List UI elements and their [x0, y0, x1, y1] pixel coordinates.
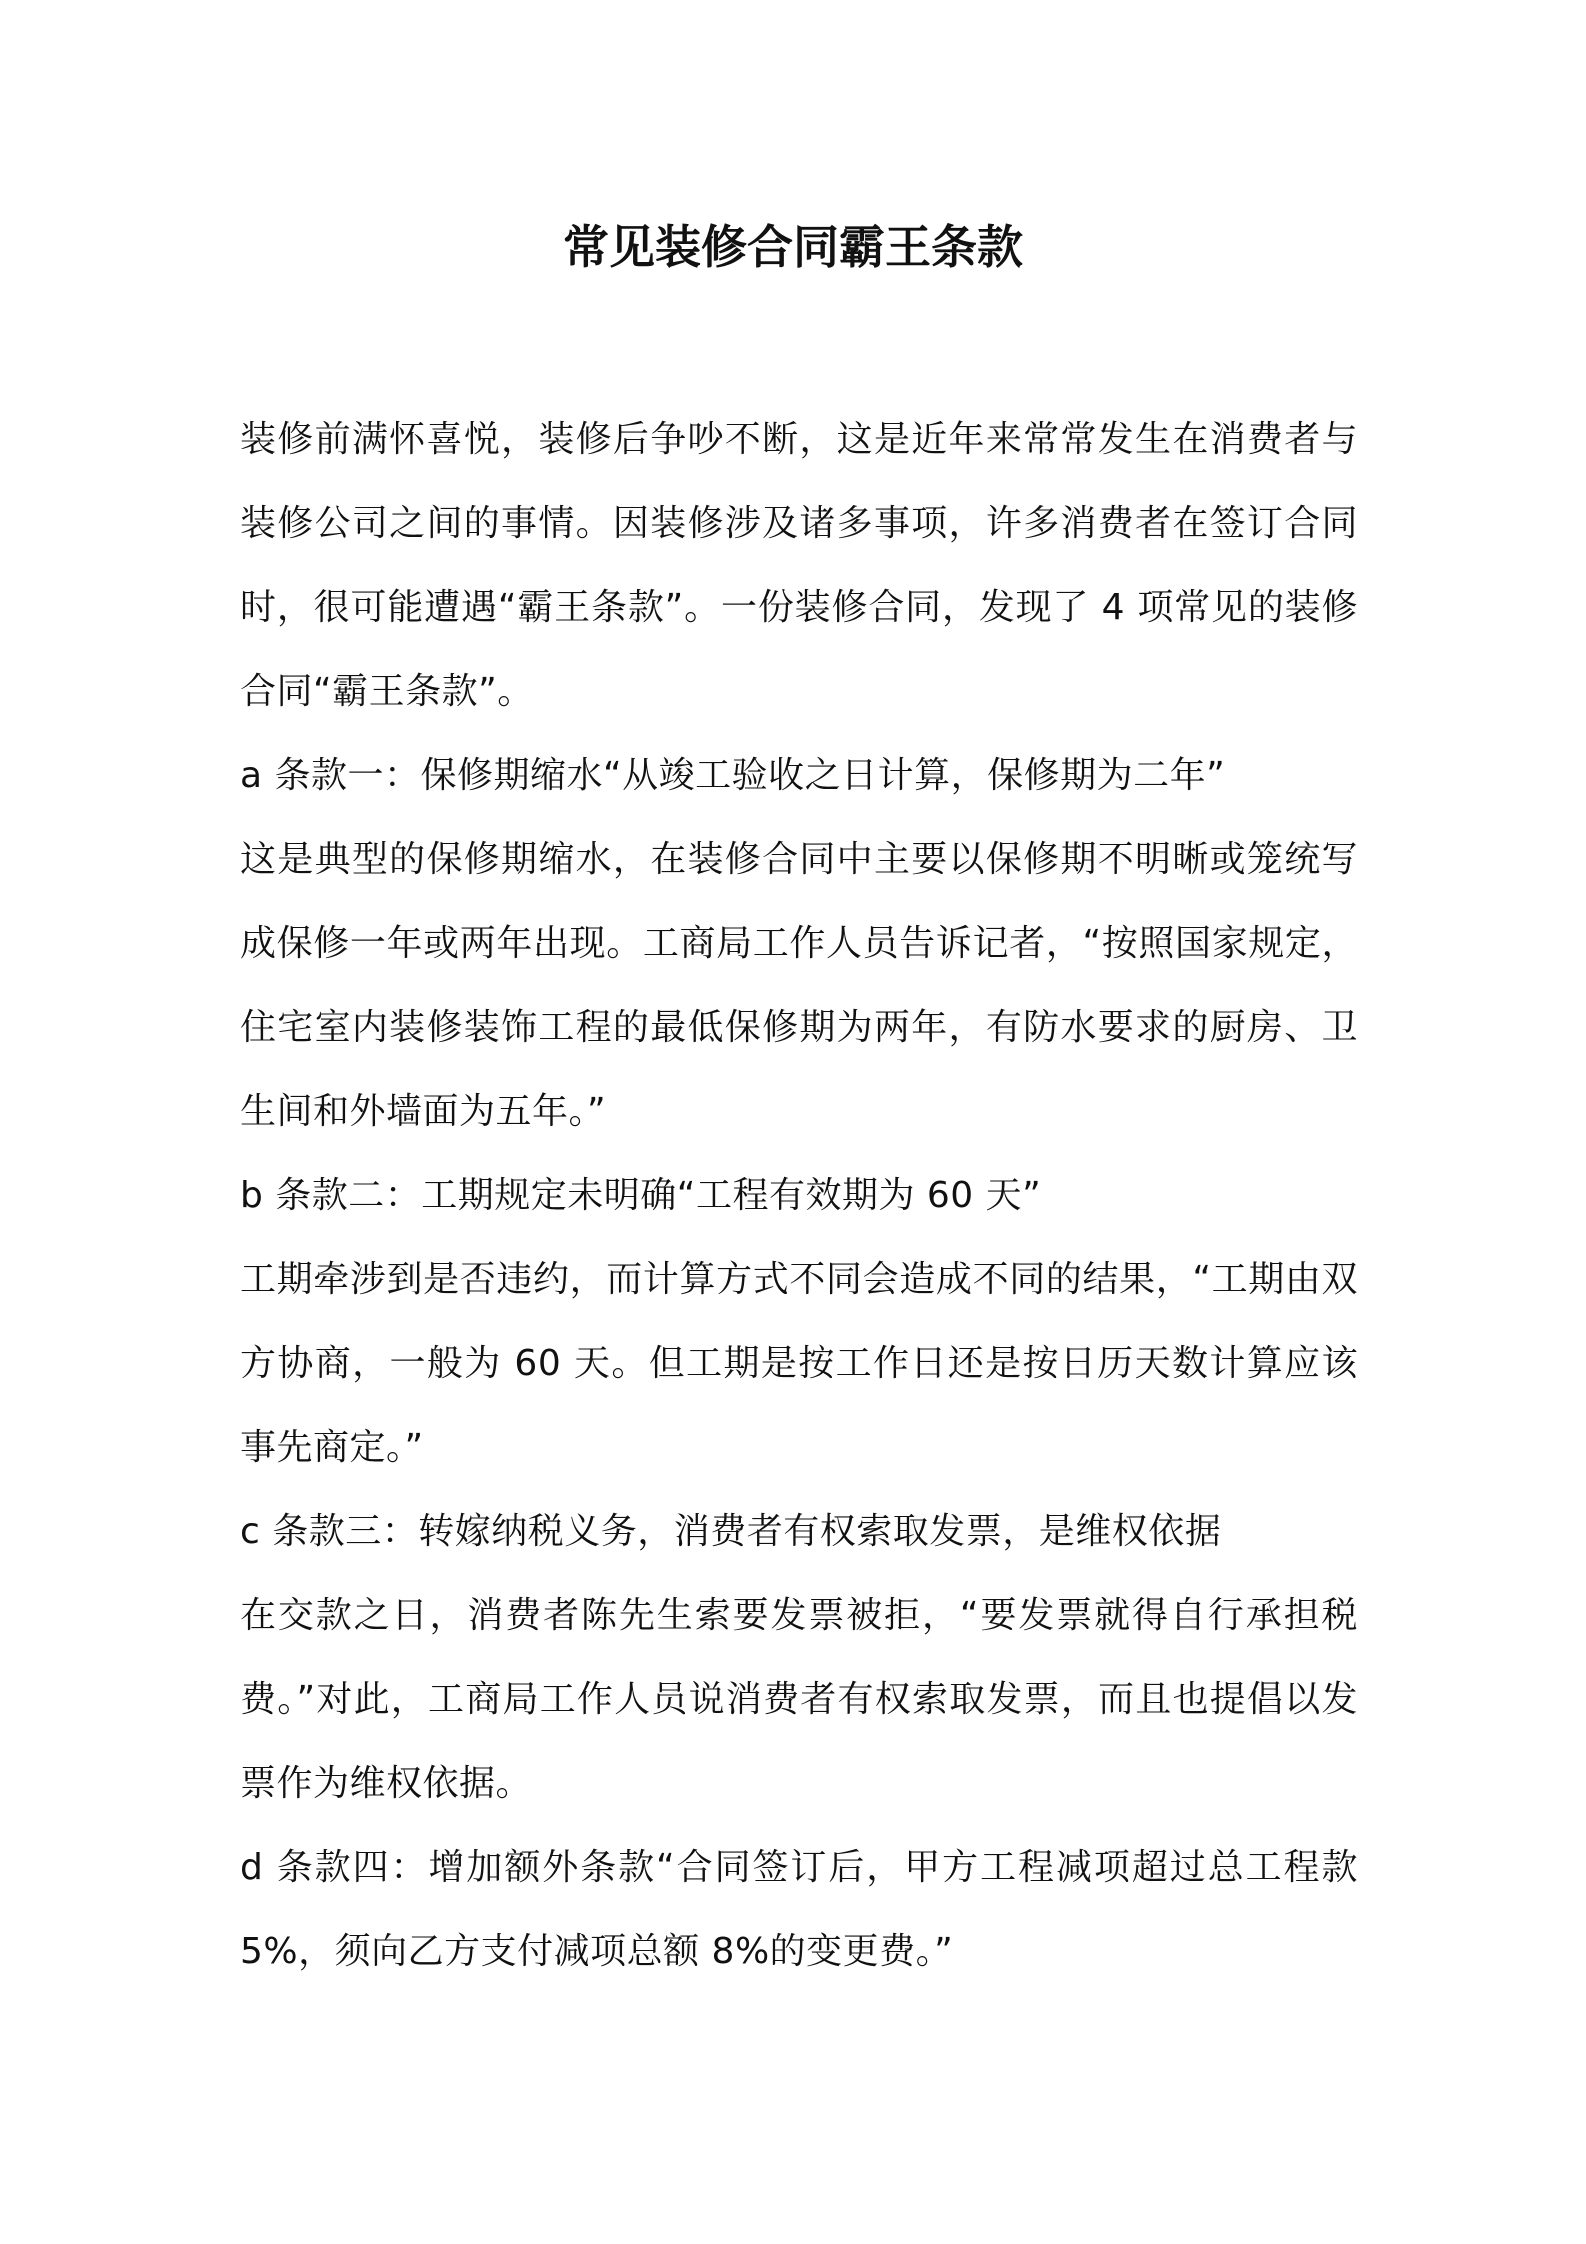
paragraph-intro: 装修前满怀喜悦，装修后争吵不断，这是近年来常常发生在消费者与装修公司之间的事情。因装修涉及诸多事项，许多消费者在签订合同时，很可能遭遇“霸王条款”。一份装修合同，发现了 4 项常见的装修合同“霸王条款”。 — [240, 419, 1358, 712]
document-title: 常见装修合同霸王条款 — [563, 220, 1023, 274]
clause-a-heading: a 条款一：保修期缩水“从竣工验收之日计算，保修期为二年” — [240, 755, 1226, 796]
document-body — [240, 398, 1358, 1994]
clause-c-heading: c 条款三：转嫁纳税义务，消费者有权索取发票，是维权依据 — [240, 1511, 1222, 1552]
clause-b-body: 工期牵涉到是否违约，而计算方式不同会造成不同的结果，“工期由双方协商，一般为 60 天。但工期是按工作日还是按日历天数计算应该事先商定。” — [240, 1259, 1358, 1468]
clause-d-heading: d 条款四：增加额外条款“合同签订后，甲方工程减项超过总工程款 5%，须向乙方支付减项总额 8%的变更费。” — [240, 1847, 1358, 1972]
clause-b-heading: b 条款二：工期规定未明确“工程有效期为 60 天” — [240, 1175, 1042, 1216]
clause-c-body: 在交款之日，消费者陈先生索要发票被拒，“要发票就得自行承担税费。”对此，工商局工作人员说消费者有权索取发票，而且也提倡以发票作为维权依据。 — [240, 1595, 1358, 1804]
clause-a-body: 这是典型的保修期缩水，在装修合同中主要以保修期不明晰或笼统写成保修一年或两年出现。工商局工作人员告诉记者，“按照国家规定，住宅室内装修装饰工程的最低保修期为两年，有防水要求的厨房、卫生间和外墙面为五年。” — [240, 839, 1358, 1132]
